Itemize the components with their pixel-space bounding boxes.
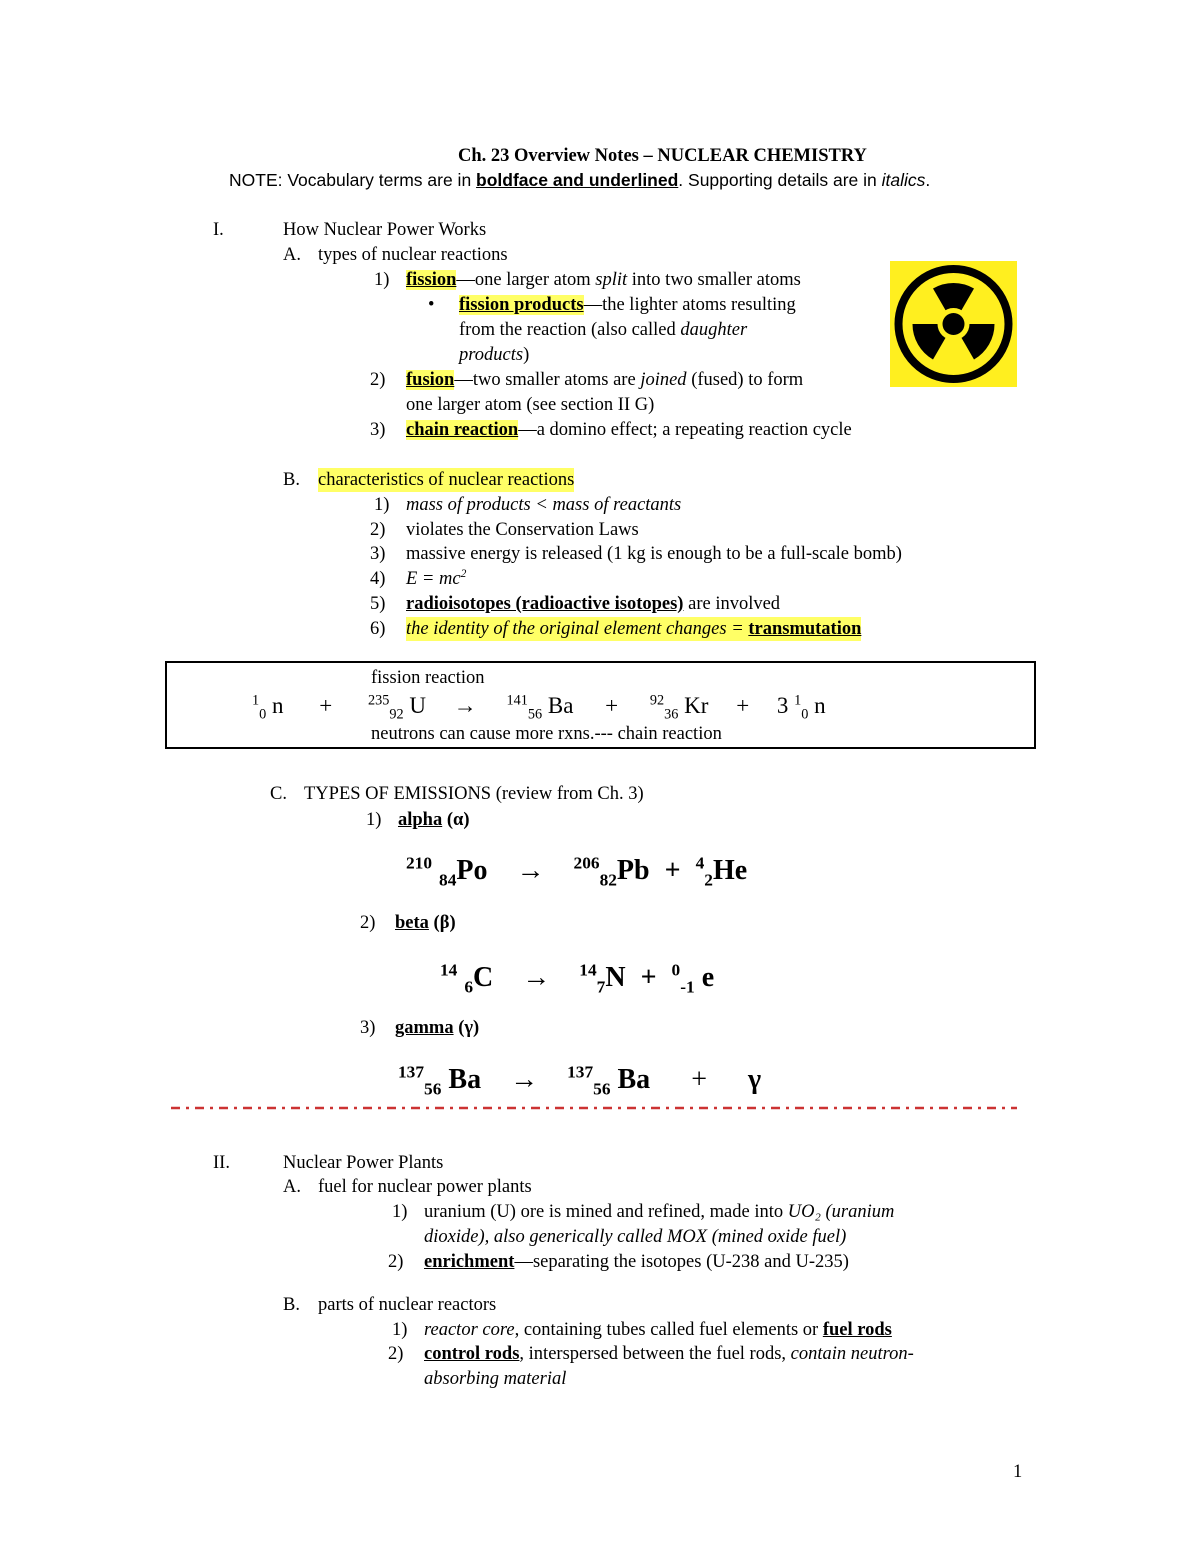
fission-equation: $^1_0$ n + $^{235}_{92}$ U → $^{141}_{56}$ Ba + $^{92}_{36}$ Kr + 3 $^1_0$ n bbox=[252, 692, 826, 723]
section-1a-label: A. bbox=[283, 245, 301, 265]
fuel-2-text: enrichment—separating the isotopes (U-238 and U-235) bbox=[424, 1252, 849, 1272]
chain-line: chain reaction—a domino effect; a repeating reaction cycle bbox=[406, 420, 852, 440]
section-2b-label: B. bbox=[283, 1295, 300, 1315]
section-1-title: How Nuclear Power Works bbox=[283, 220, 487, 240]
beta-line: beta (β) bbox=[395, 913, 456, 933]
fuel-2-number: 2) bbox=[388, 1252, 404, 1272]
section-1a-title: types of nuclear reactions bbox=[318, 245, 508, 265]
char-1-number: 1) bbox=[374, 495, 390, 515]
char-3-number: 3) bbox=[370, 544, 386, 564]
section-1b-label: B. bbox=[283, 470, 300, 490]
reactor-2-number: 2) bbox=[388, 1344, 404, 1364]
section-divider bbox=[171, 1100, 1017, 1116]
fission-line: fission—one larger atom split into two smaller atoms bbox=[406, 270, 801, 290]
reactor-2-text-line-2: absorbing material bbox=[424, 1369, 567, 1389]
section-2a-label: A. bbox=[283, 1177, 301, 1197]
char-5-number: 5) bbox=[370, 594, 386, 614]
fission-box-label: fission reaction bbox=[371, 668, 485, 688]
fission-products-line-2: from the reaction (also called daughter bbox=[459, 320, 748, 340]
fuel-1-number: 1) bbox=[392, 1202, 408, 1222]
fission-box-caption: neutrons can cause more rxns.--- chain reaction bbox=[371, 724, 722, 744]
fission-products-line-3: products) bbox=[459, 345, 530, 365]
char-6-text: the identity of the original element changes = transmutation bbox=[406, 619, 862, 639]
reactor-2-text: control rods, interspersed between the fuel rods, contain neutron- bbox=[424, 1344, 914, 1364]
bullet: • bbox=[428, 295, 435, 315]
page-title: Ch. 23 Overview Notes – NUCLEAR CHEMISTRY bbox=[458, 146, 867, 166]
gamma-line: gamma (γ) bbox=[395, 1018, 480, 1038]
fission-number: 1) bbox=[374, 270, 390, 290]
char-1-text: mass of products < mass of reactants bbox=[406, 495, 682, 515]
char-4-text: $E = mc^2$ bbox=[406, 567, 467, 589]
radiation-trefoil-icon bbox=[890, 261, 1017, 387]
fuel-1-text: uranium (U) ore is mined and refined, made into UO₂ (uranium bbox=[424, 1202, 895, 1222]
alpha-line: alpha (α) bbox=[398, 810, 470, 830]
char-2-number: 2) bbox=[370, 520, 386, 540]
section-1b-title: characteristics of nuclear reactions bbox=[318, 470, 575, 490]
section-2-title: Nuclear Power Plants bbox=[283, 1153, 444, 1173]
gamma-number: 3) bbox=[360, 1018, 376, 1038]
alpha-number: 1) bbox=[366, 810, 382, 830]
fission-products-line: fission products—the lighter atoms resulting bbox=[459, 295, 796, 315]
section-1c-title: TYPES OF EMISSIONS (review from Ch. 3) bbox=[304, 784, 644, 804]
char-6-number: 6) bbox=[370, 619, 386, 639]
fuel-1-text-line-2: dioxide), also generically called MOX (mined oxide fuel) bbox=[424, 1227, 847, 1247]
reactor-1-text: reactor core, containing tubes called fuel elements or fuel rods bbox=[424, 1320, 892, 1340]
note-line: NOTE: Vocabulary terms are in boldface and underlined. Supporting details are in italics. bbox=[229, 170, 931, 190]
reactor-1-number: 1) bbox=[392, 1320, 408, 1340]
beta-number: 2) bbox=[360, 913, 376, 933]
char-4-number: 4) bbox=[370, 569, 386, 589]
fusion-line-2: one larger atom (see section II G) bbox=[406, 395, 655, 415]
char-2-text: violates the Conservation Laws bbox=[406, 520, 639, 540]
section-2-numeral: II. bbox=[213, 1153, 230, 1173]
chain-number: 3) bbox=[370, 420, 386, 440]
fusion-number: 2) bbox=[370, 370, 386, 390]
char-5-text: radioisotopes (radioactive isotopes) are involved bbox=[406, 594, 781, 614]
section-2b-title: parts of nuclear reactors bbox=[318, 1295, 497, 1315]
section-1-numeral: I. bbox=[213, 220, 224, 240]
section-1c-label: C. bbox=[270, 784, 287, 804]
page-number: 1 bbox=[1013, 1462, 1023, 1482]
char-3-text: massive energy is released (1 kg is enough to be a full-scale bomb) bbox=[406, 544, 902, 564]
section-2a-title: fuel for nuclear power plants bbox=[318, 1177, 532, 1197]
alpha-equation: $^{210}$ $_{84}$Po → $^{206}_{82}$Pb + $^4_2$He bbox=[406, 853, 748, 890]
gamma-equation: $^{137}_{56}$ Ba → $^{137}_{56}$ Ba + γ bbox=[398, 1062, 762, 1099]
fusion-line: fusion—two smaller atoms are joined (fused) to form bbox=[406, 370, 804, 390]
beta-equation: $^{14}$ $_6$C → $^{14}_7$N + $^0_{-1}$ e bbox=[440, 960, 715, 997]
